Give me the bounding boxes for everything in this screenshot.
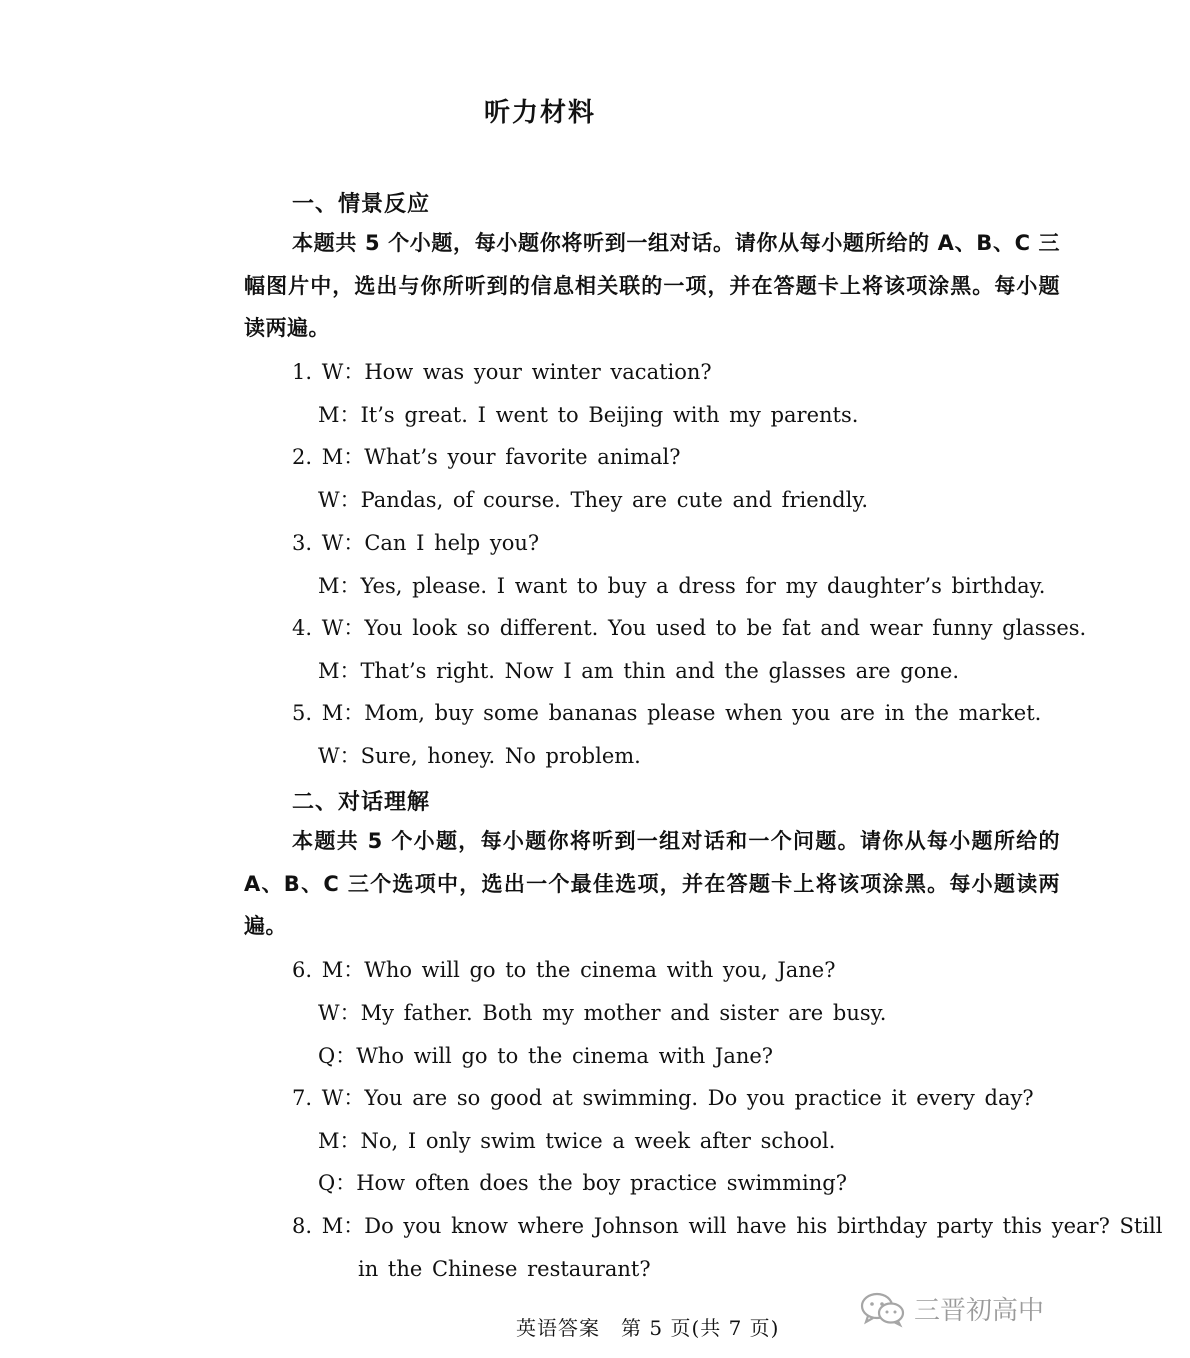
speaker-label: M： bbox=[318, 403, 361, 427]
speaker-label: W： bbox=[318, 744, 361, 768]
dialogue-text: Mom, buy some bananas please when you are in the market. bbox=[364, 701, 1042, 725]
item-number: 5. bbox=[292, 701, 313, 725]
item-number: 2. bbox=[292, 445, 313, 469]
section-heading-2: 二、对话理解 bbox=[292, 790, 431, 815]
speaker-label: Q： bbox=[318, 1044, 357, 1068]
dialogue-line bbox=[318, 486, 868, 514]
dialogue-line bbox=[358, 1255, 651, 1283]
speaker-label: M： bbox=[321, 1214, 365, 1238]
wechat-icon bbox=[860, 1291, 906, 1327]
dialogue-text: Who will go to the cinema with you, Jane? bbox=[364, 958, 836, 982]
speaker-label: W： bbox=[321, 360, 365, 384]
item-number: 7. bbox=[292, 1086, 313, 1110]
speaker-label: M： bbox=[318, 659, 361, 683]
dialogue-line bbox=[292, 614, 1086, 642]
speaker-label: M： bbox=[318, 574, 361, 598]
dialogue-line bbox=[292, 529, 539, 557]
speaker-label: Q： bbox=[318, 1171, 357, 1195]
item-number: 6. bbox=[292, 958, 313, 982]
dialogue-line bbox=[318, 1169, 847, 1197]
section-instruction-1: 本题共 5 个小题，每小题你将听到一组对话。请你从每小题所给的 A、B、C 三幅图片中，选出与你所听到的信息相关联的一项，并在答题卡上将该项涂黑。每小题读两遍。 bbox=[244, 231, 1060, 340]
dialogue-text: It’s great. I went to Beijing with my parents. bbox=[360, 403, 859, 427]
speaker-label: M： bbox=[318, 1129, 361, 1153]
dialogue-line bbox=[318, 1042, 773, 1070]
dialogue-text: Can I help you? bbox=[364, 531, 540, 555]
dialogue-text: in the Chinese restaurant? bbox=[358, 1257, 651, 1281]
dialogue-line bbox=[292, 358, 712, 386]
dialogue-line bbox=[318, 572, 1045, 600]
dialogue-text: Yes, please. I want to buy a dress for my daughter’s birthday. bbox=[360, 574, 1046, 598]
dialogue-line bbox=[292, 699, 1041, 727]
speaker-label: M： bbox=[321, 445, 365, 469]
dialogue-line bbox=[318, 1127, 835, 1155]
dialogue-line bbox=[318, 401, 858, 429]
section-instruction-2: 本题共 5 个小题，每小题你将听到一组对话和一个问题。请你从每小题所给的 A、B、C 三个选项中，选出一个最佳选项，并在答题卡上将该项涂黑。每小题读两遍。 bbox=[244, 829, 1060, 938]
speaker-label: M： bbox=[321, 958, 365, 982]
dialogue-text: Sure, honey. No problem. bbox=[360, 744, 641, 768]
speaker-label: W： bbox=[318, 488, 361, 512]
dialogue-text: No, I only swim twice a week after school. bbox=[360, 1129, 836, 1153]
dialogue-line bbox=[318, 999, 886, 1027]
speaker-label: M： bbox=[321, 701, 365, 725]
dialogue-text: My father. Both my mother and sister are busy. bbox=[360, 1001, 887, 1025]
dialogue-line bbox=[292, 1084, 1034, 1112]
dialogue-text: Do you know where Johnson will have his birthday party this year? Still bbox=[364, 1214, 1163, 1238]
item-number: 1. bbox=[292, 360, 313, 384]
dialogue-text: You are so good at swimming. Do you practice it every day? bbox=[364, 1086, 1034, 1110]
dialogue-text: How was your winter vacation? bbox=[364, 360, 712, 384]
dialogue-line bbox=[318, 657, 959, 685]
speaker-label: W： bbox=[321, 1086, 365, 1110]
page-footer: 英语答案 第 5 页(共 7 页) bbox=[516, 1316, 780, 1340]
dialogue-text: That’s right. Now I am thin and the glasses are gone. bbox=[360, 659, 959, 683]
dialogue-text: What’s your favorite animal? bbox=[364, 445, 681, 469]
dialogue-line bbox=[292, 443, 680, 471]
speaker-label: W： bbox=[321, 531, 365, 555]
item-number: 8. bbox=[292, 1214, 313, 1238]
item-number: 3. bbox=[292, 531, 313, 555]
watermark bbox=[860, 1290, 1044, 1327]
watermark-text: 三晋初高中 bbox=[914, 1296, 1045, 1326]
section-heading-1: 一、情景反应 bbox=[292, 192, 431, 217]
page-title: 听力材料 bbox=[483, 98, 596, 128]
dialogue-line bbox=[292, 956, 835, 984]
dialogue-text: Who will go to the cinema with Jane? bbox=[356, 1044, 774, 1068]
speaker-label: W： bbox=[318, 1001, 361, 1025]
dialogue-text: How often does the boy practice swimming? bbox=[356, 1171, 847, 1195]
item-number: 4. bbox=[292, 616, 313, 640]
dialogue-line bbox=[292, 1212, 1163, 1240]
speaker-label: W： bbox=[321, 616, 365, 640]
dialogue-line bbox=[318, 742, 641, 770]
dialogue-text: Pandas, of course. They are cute and friendly. bbox=[360, 488, 869, 512]
dialogue-text: You look so different. You used to be fat and wear funny glasses. bbox=[364, 616, 1087, 640]
